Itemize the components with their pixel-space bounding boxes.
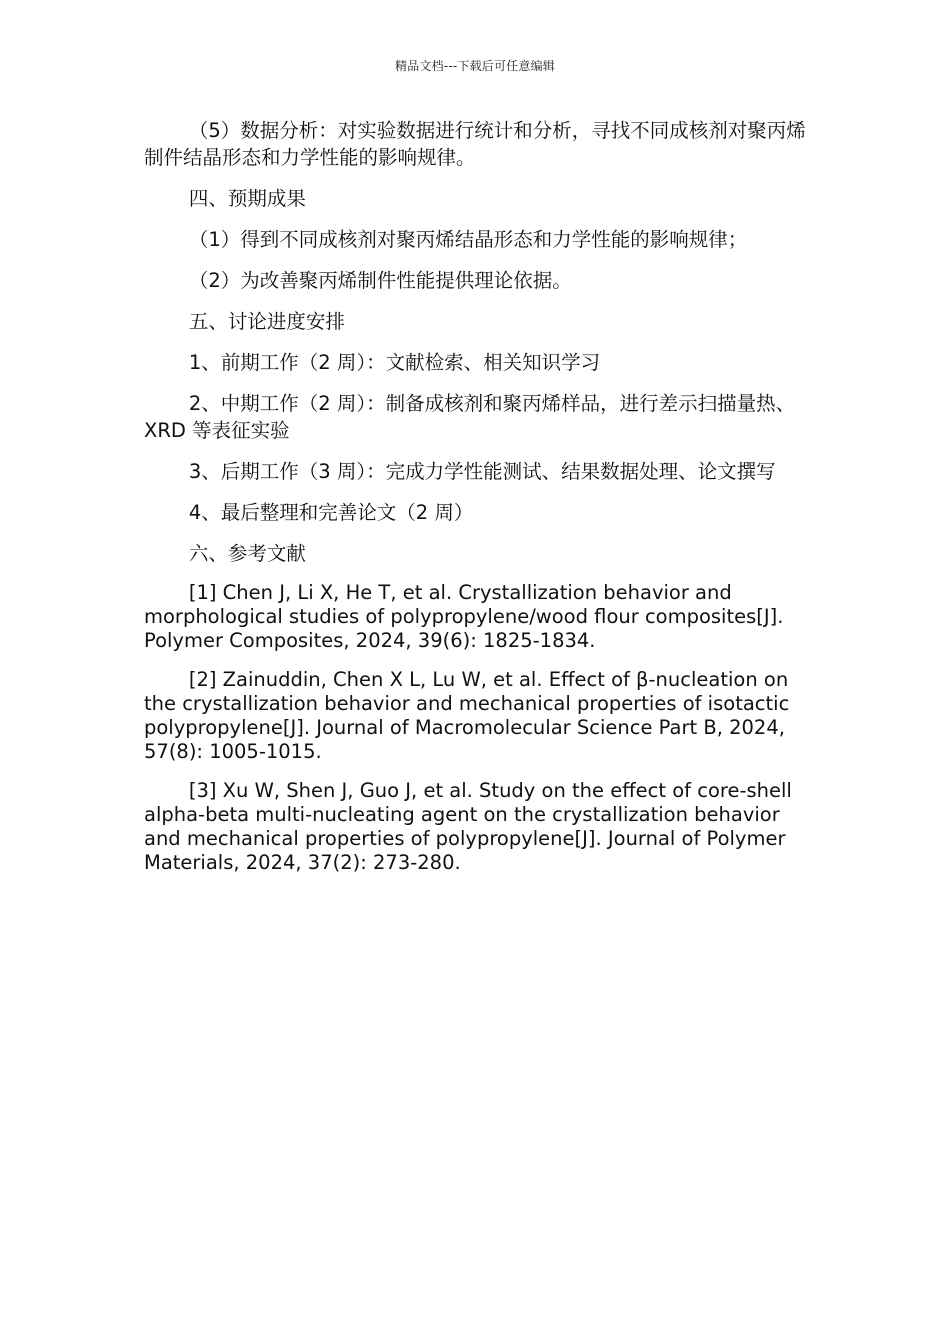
schedule-item-4: 4、最后整理和完善论文（2 周） bbox=[188, 501, 474, 524]
expected-results-heading: 四、预期成果 bbox=[188, 187, 306, 210]
schedule-heading: 五、讨论进度安排 bbox=[188, 310, 345, 333]
reference-3: [3] Xu W, Shen J, Guo J, et al. Study on the effect of core-shell alpha-beta multi-nucleating agent on the crystallization behavior and mechanical properties of polypropylene[J]. Journal of Polymer Materials, 2024, 37(2): 273-280. bbox=[144, 779, 792, 874]
schedule-item-2: 2、中期工作（2 周）：制备成核剂和聚丙烯样品，进行差示扫描量热、XRD 等表征实验 bbox=[144, 392, 796, 442]
expected-result-item-1: （1）得到不同成核剂对聚丙烯结晶形态和力学性能的影响规律； bbox=[188, 228, 748, 251]
reference-2: [2] Zainuddin, Chen X L, Lu W, et al. Effect of β-nucleation on the crystallization behavior and mechanical properties of isotactic polypropylene[J]. Journal of Macromolecular Science Part B, 2024, 57(8): 1005-1015. bbox=[144, 668, 790, 763]
schedule-item-3: 3、后期工作（3 周）：完成力学性能测试、结果数据处理、论文撰写 bbox=[188, 460, 776, 483]
reference-1: [1] Chen J, Li X, He T, et al. Crystallization behavior and morphological studies of polypropylene/wood flour composites[J]. Polymer Composites, 2024, 39(6): 1825-1834. bbox=[144, 581, 784, 652]
document-body bbox=[144, 117, 806, 890]
expected-result-item-2: （2）为改善聚丙烯制件性能提供理论依据。 bbox=[188, 269, 572, 292]
references-heading: 六、参考文献 bbox=[188, 542, 306, 565]
schedule-item-1: 1、前期工作（2 周）：文献检索、相关知识学习 bbox=[188, 351, 601, 374]
page-header: 精品文档---下载后可任意编辑 bbox=[395, 59, 555, 73]
data-analysis-paragraph: （5）数据分析：对实验数据进行统计和分析，寻找不同成核剂对聚丙烯制件结晶形态和力学性能的影响规律。 bbox=[144, 119, 806, 169]
